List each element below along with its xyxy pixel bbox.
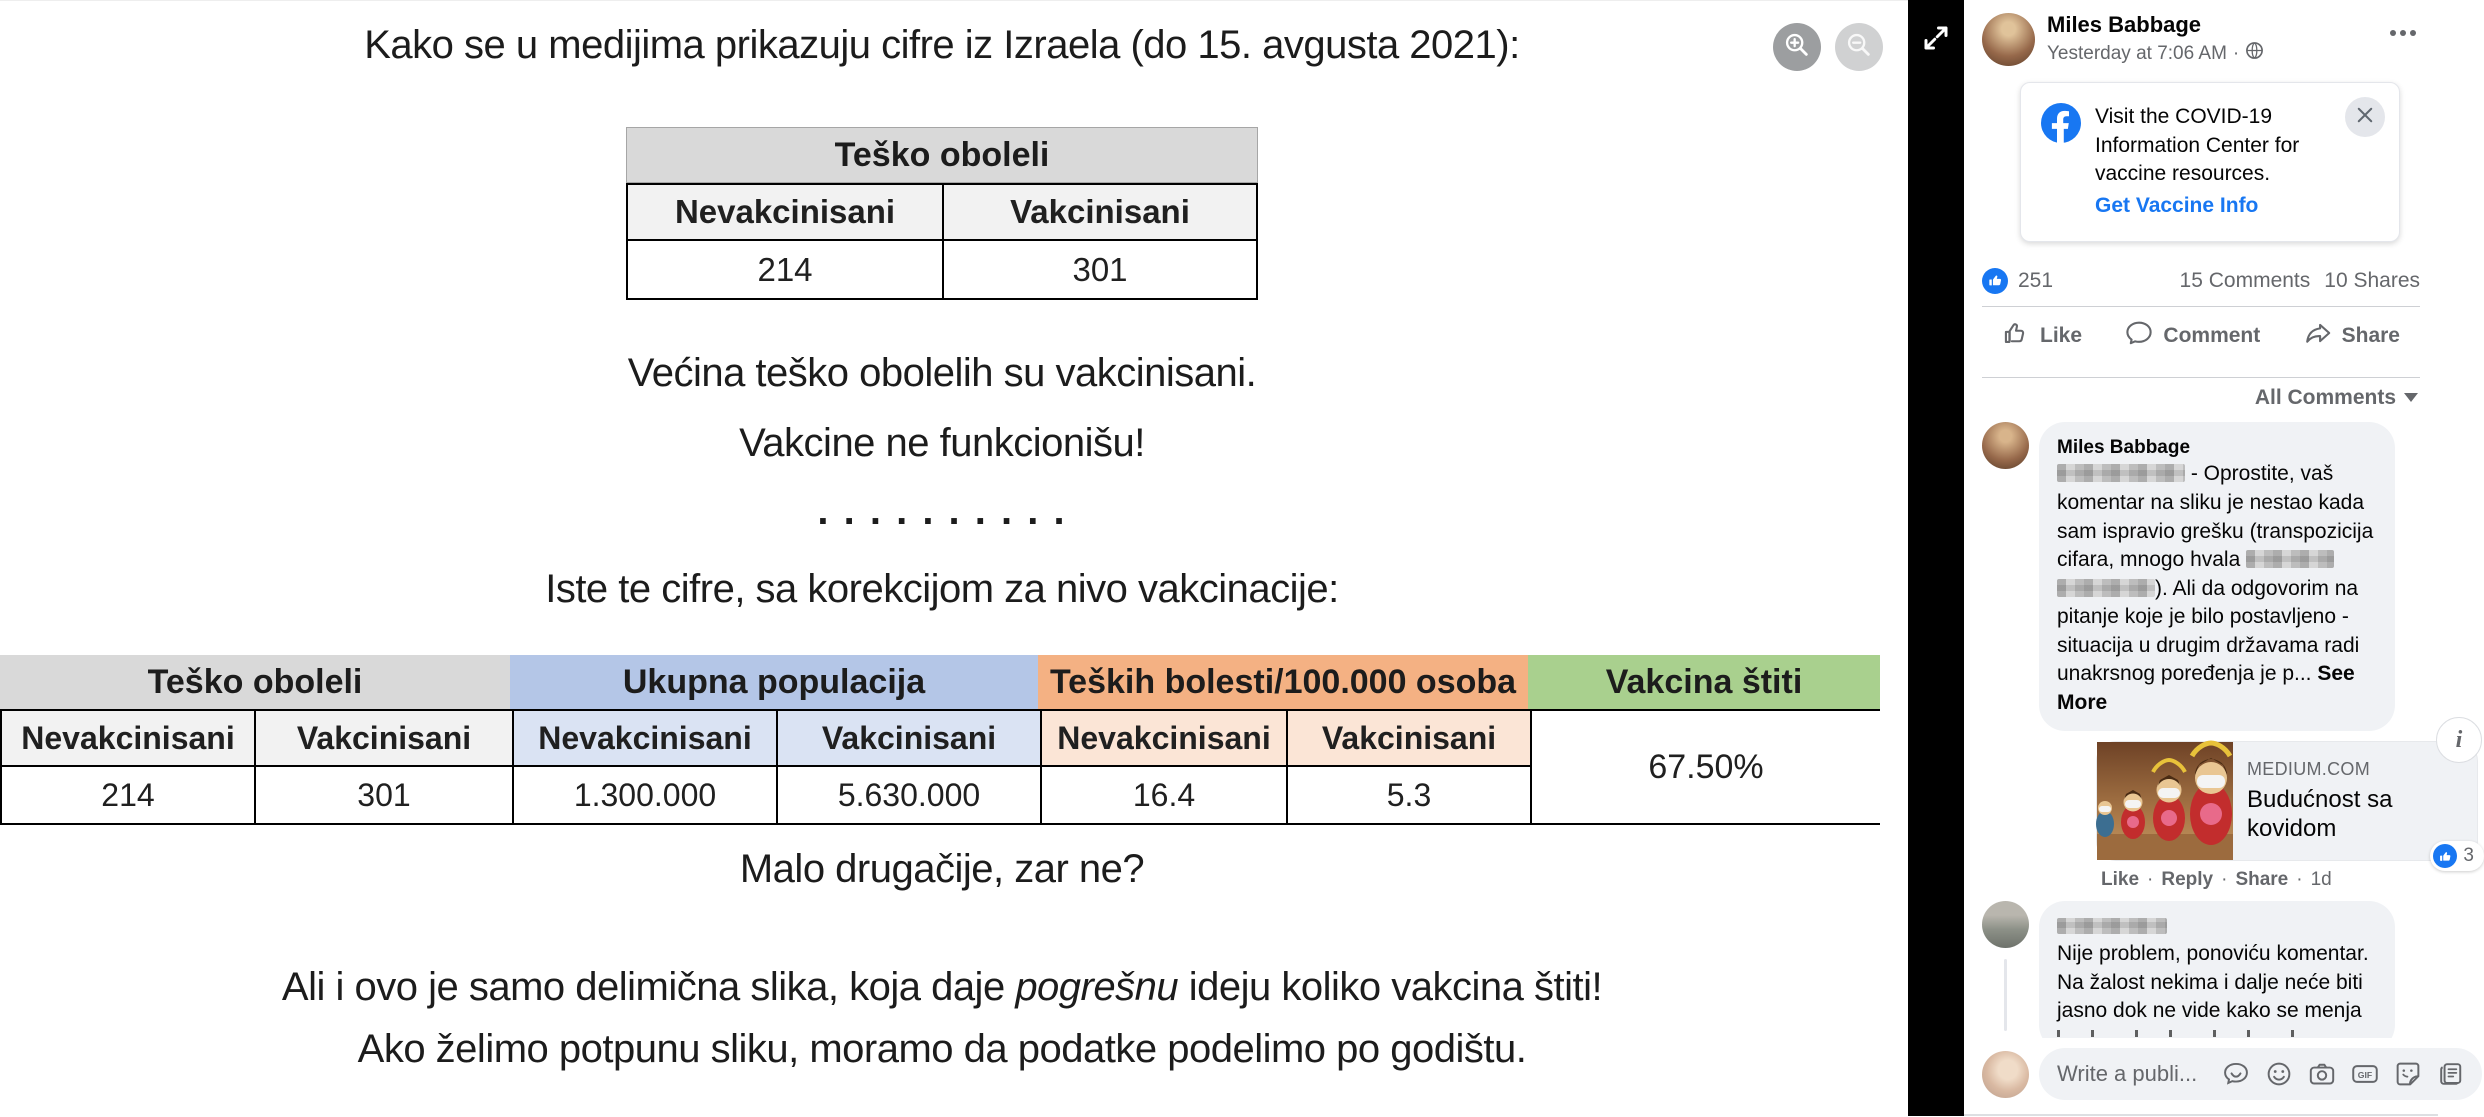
chevron-down-icon bbox=[2404, 393, 2418, 402]
post-stats bbox=[1982, 268, 2420, 294]
table2-val-g2-vaccinated: 5.630.000 bbox=[776, 767, 1040, 823]
comment-like-link[interactable]: Like bbox=[2101, 869, 2140, 891]
table1-col-unvaccinated: Nevakcinisani bbox=[628, 185, 942, 241]
my-avatar[interactable] bbox=[1982, 1051, 2029, 1098]
close-icon bbox=[2355, 105, 2375, 130]
author-avatar[interactable] bbox=[1982, 13, 2035, 66]
image-title: Kako se u medijima prikazuju cifre iz Izraela (do 15. avgusta 2021): bbox=[364, 23, 1520, 67]
comment-1-footer: Like · Reply · Share · 1d bbox=[2101, 869, 2332, 891]
table2-sub-g1-vaccinated: Vakcinisani bbox=[254, 711, 512, 767]
emoji-icon[interactable] bbox=[2264, 1059, 2294, 1089]
comments-filter-dropdown[interactable]: All Comments bbox=[1982, 378, 2420, 412]
comment-button[interactable]: Comment bbox=[2119, 311, 2266, 361]
image-dots-separator: . . . . . . . . . . bbox=[817, 489, 1067, 533]
camera-icon[interactable] bbox=[2307, 1059, 2337, 1089]
image-text-line1: Većina teško obolelih su vakcinisani. bbox=[627, 351, 1257, 395]
author-name[interactable]: Miles Babbage bbox=[2047, 12, 2202, 37]
svg-text:GIF: GIF bbox=[2357, 1070, 2373, 1081]
shared-image bbox=[0, 1, 1884, 1117]
avatar-comment-icon[interactable] bbox=[2221, 1059, 2251, 1089]
table2-sub-g1-unvaccinated: Nevakcinisani bbox=[2, 711, 254, 767]
thumb-up-reaction-icon[interactable] bbox=[1982, 268, 2008, 294]
comment-count[interactable]: 15 Comments bbox=[2179, 268, 2311, 292]
comment-2-bubble bbox=[2039, 901, 2395, 1050]
comment-input[interactable] bbox=[2055, 1060, 2209, 1088]
link-preview-domain: MEDIUM.COM bbox=[2247, 759, 2370, 780]
image-text-line2: Vakcine ne funkcionišu! bbox=[739, 421, 1145, 465]
share-button[interactable]: Share bbox=[2298, 311, 2406, 361]
image-text-line6: Ako želimo potpunu sliku, moramo da podatke podelimo po godištu. bbox=[357, 1027, 1527, 1071]
image-text-line4: Malo drugačije, zar ne? bbox=[739, 847, 1145, 891]
redacted-name bbox=[2057, 464, 2185, 482]
comment-timestamp: 1d bbox=[2310, 869, 2332, 891]
image-text-line3: Iste te cifre, sa korekcijom za nivo vakcinacije: bbox=[545, 567, 1339, 611]
post-more-options-button[interactable] bbox=[2390, 30, 2416, 36]
magnifier-minus-icon bbox=[1845, 31, 1873, 64]
fullscreen-button[interactable] bbox=[1916, 20, 1956, 60]
comments-list bbox=[1982, 422, 2474, 1062]
table2-group-per-100000: Teških bolesti/100.000 osoba bbox=[1038, 655, 1528, 709]
comment-composer bbox=[1964, 1038, 2438, 1114]
like-button[interactable]: Like bbox=[1996, 311, 2088, 361]
comment-share-link[interactable]: Share bbox=[2235, 869, 2289, 891]
redacted-name bbox=[2057, 579, 2155, 597]
comment-1-bubble: Miles Babbage - Oprostite, vaš komentar na sliku je nestao kada sam ispravio grešku (transpozicija cifara, mnogo hvala ). Ali da odgovorim na pitanje koje je bilo postavljeno - situacija u drugim državama radi unakrsnog poređenja je p... See More bbox=[2039, 422, 2395, 732]
comment-1-avatar[interactable] bbox=[1982, 422, 2029, 469]
redacted-name bbox=[2057, 918, 2167, 934]
post-sidebar bbox=[1964, 0, 2474, 1116]
share-count[interactable]: 10 Shares bbox=[2324, 268, 2420, 292]
share-arrow-icon bbox=[2304, 319, 2332, 353]
table2-val-g3-vaccinated: 5.3 bbox=[1286, 767, 1530, 823]
link-info-button[interactable]: i bbox=[2436, 717, 2482, 763]
table1-col-vaccinated: Vakcinisani bbox=[942, 185, 1256, 241]
table2-sub-g2-vaccinated: Vakcinisani bbox=[776, 711, 1040, 767]
comment-bubble-icon bbox=[2125, 319, 2153, 353]
comment-1-author[interactable]: Miles Babbage bbox=[2057, 436, 2191, 458]
table2-sub-g2-unvaccinated: Nevakcinisani bbox=[512, 711, 776, 767]
comment-1 bbox=[1982, 422, 2474, 892]
magnifier-plus-icon bbox=[1783, 31, 1811, 64]
see-more-link[interactable]: See More bbox=[2057, 662, 2355, 714]
comment-2-text: Nije problem, ponoviću komentar. Na žalost nekima i dalje neće biti jasno dok ne vide kako se menja bbox=[2057, 942, 2369, 1023]
viewer-right-strip bbox=[1908, 0, 1964, 1116]
table2-sub-g3-unvaccinated: Nevakcinisani bbox=[1040, 711, 1286, 767]
table2-val-g1-unvaccinated: 214 bbox=[101, 776, 155, 813]
comment-input-pill[interactable] bbox=[2039, 1048, 2482, 1100]
covid-info-banner bbox=[2020, 82, 2400, 241]
reaction-count[interactable]: 251 bbox=[2018, 268, 2054, 292]
table2-group-vaccine-protects: Vakcina štiti bbox=[1528, 655, 1880, 709]
zoom-out-button[interactable] bbox=[1835, 23, 1883, 71]
notes-icon[interactable] bbox=[2436, 1059, 2466, 1089]
table2-group-severely-ill: Teško oboleli bbox=[0, 655, 510, 709]
table1-header: Teško oboleli bbox=[626, 127, 1258, 183]
expand-arrows-icon bbox=[1921, 23, 1951, 58]
table1-val-unvaccinated: 214 bbox=[757, 250, 813, 288]
covid-banner-close-button[interactable] bbox=[2345, 97, 2385, 137]
comment-thread-line bbox=[2004, 959, 2007, 1031]
table2-group-total-population: Ukupna populacija bbox=[510, 655, 1038, 709]
table2-vaccine-protection-value: 67.50% bbox=[1530, 711, 1880, 823]
table1-val-vaccinated: 301 bbox=[942, 241, 1256, 298]
comment-2 bbox=[1982, 901, 2420, 1050]
link-preview-card[interactable] bbox=[2096, 726, 2478, 867]
comment-reply-link[interactable]: Reply bbox=[2161, 869, 2214, 891]
comment-1-reactions[interactable] bbox=[2430, 841, 2484, 871]
like-thumb-icon bbox=[2002, 319, 2030, 353]
comment-1-reaction-count: 3 bbox=[2463, 845, 2474, 867]
link-preview-image-matryoshka bbox=[2097, 742, 2233, 860]
get-vaccine-info-link[interactable]: Get Vaccine Info bbox=[2095, 194, 2259, 218]
gif-icon[interactable] bbox=[2350, 1059, 2380, 1089]
globe-icon bbox=[2245, 41, 2264, 66]
table-severely-ill bbox=[626, 127, 1258, 300]
table-corrected-figures bbox=[0, 655, 1880, 825]
table2-sub-g3-vaccinated: Vakcinisani bbox=[1286, 711, 1530, 767]
table2-val-g2-unvaccinated: 1.300.000 bbox=[512, 767, 776, 823]
image-text-line5: Ali i ovo je samo delimična slika, koja daje pogrešnu ideju koliko vakcina štiti! bbox=[281, 965, 1603, 1009]
link-preview-title[interactable]: Budućnost sa kovidom bbox=[2247, 786, 2393, 842]
post-header bbox=[1982, 0, 2420, 66]
facebook-logo-icon bbox=[2041, 103, 2081, 220]
zoom-in-button[interactable] bbox=[1773, 23, 1821, 71]
post-actions bbox=[1982, 307, 2420, 365]
thumb-up-reaction-icon bbox=[2433, 844, 2457, 868]
sticker-icon[interactable] bbox=[2393, 1059, 2423, 1089]
table2-val-g1-vaccinated: 301 bbox=[254, 767, 512, 823]
post-timestamp: Yesterday at 7:06 AM bbox=[2047, 42, 2227, 64]
covid-banner-text: Visit the COVID-19 Information Center for vaccine resources. bbox=[2095, 105, 2300, 186]
clipped-text-line bbox=[2057, 1030, 2307, 1037]
redacted-name bbox=[2246, 550, 2334, 568]
table2-val-g3-unvaccinated: 16.4 bbox=[1040, 767, 1286, 823]
dot-separator: · bbox=[2232, 42, 2240, 64]
comment-2-avatar[interactable] bbox=[1982, 901, 2029, 948]
